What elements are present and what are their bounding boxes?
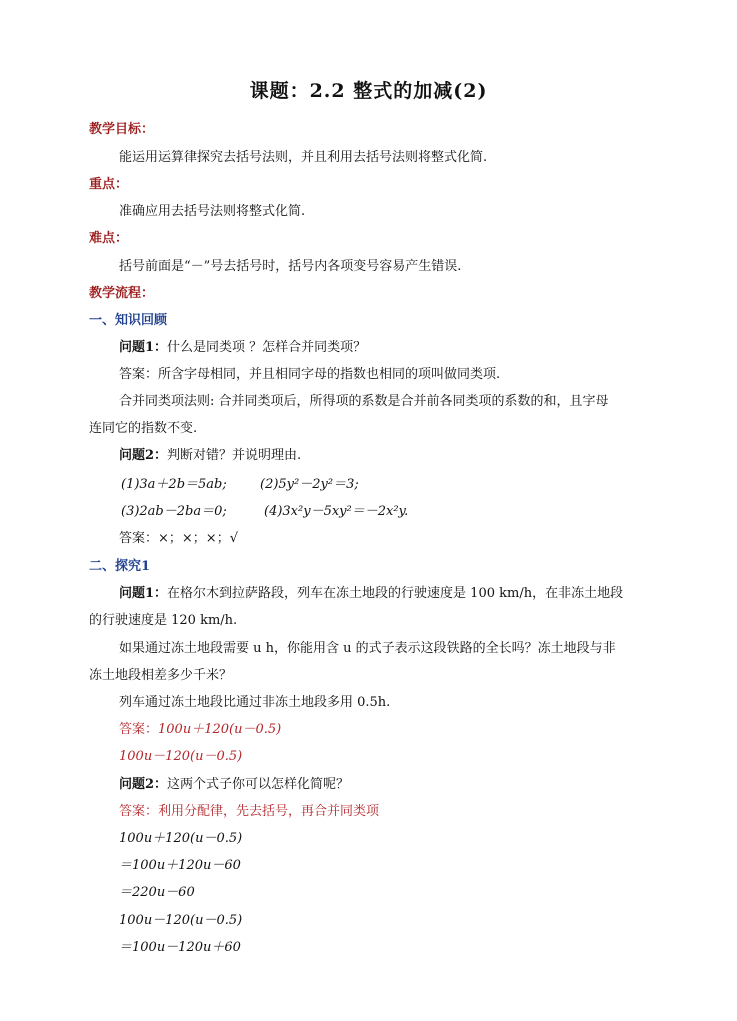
key-point-label: 重点：: [89, 177, 129, 192]
question2-text: 判断对错？并说明理由.: [167, 448, 302, 463]
part1-answer1: [119, 366, 500, 384]
equation-4: (4)3x²y－5xy²＝－2x²y.: [264, 504, 409, 519]
question1-text: 什么是同类项 ？怎样合并同类项？: [167, 340, 367, 355]
question2-label: 问题2：: [119, 448, 168, 463]
part2-answer2-text: 利用分配律，先去括号，再合并同类项: [158, 804, 380, 819]
question1-label: 问题1：: [119, 340, 168, 355]
answer1-label: 答案：: [119, 367, 159, 382]
part1-answer2: [119, 530, 238, 548]
part2-question1-text: 在格尔木到拉萨路段，列车在冻土地段的行驶速度是 100 km/h，在非冻土地段: [167, 586, 624, 601]
process-label: 教学流程：: [89, 286, 155, 301]
part2-question1-line1: [119, 585, 623, 603]
part2-question2: [119, 776, 349, 794]
simplify-step-1: 100u＋120(u－0.5): [119, 831, 243, 846]
part1-question2: [119, 447, 301, 465]
part2-question1-label: 问题1：: [119, 586, 168, 601]
merge-rule-line1: 合并同类项法则: 合并同类项后，所得项的系数是合并前各同类项的系数的和，且字母: [119, 394, 609, 409]
part2-question1-line4: 冻土地段相差多少千米？: [89, 668, 233, 683]
expression-1: 100u＋120(u－0.5): [158, 722, 282, 737]
answer1-text: 所含字母相同，并且相同字母的指数也相同的项叫做同类项.: [158, 367, 501, 382]
part2-answer1-line1: [119, 721, 281, 739]
part2-question2-text: 这两个式子你可以怎样化简呢？: [167, 777, 350, 792]
equation-3: (3)2ab－2ba＝0;: [121, 504, 227, 519]
difficulty-label: 难点：: [89, 231, 129, 246]
objective-label: 教学目标：: [89, 122, 155, 137]
part1-heading: 一、知识回顾: [89, 313, 168, 328]
part2-heading: 二、探究1: [89, 559, 151, 574]
expression-2: 100u－120(u－0.5): [119, 749, 243, 764]
part2-question2-label: 问题2：: [119, 777, 168, 792]
part2-answer2-label: 答案：: [119, 804, 159, 819]
part1-question1: [119, 339, 366, 357]
part2-question1-line3: 如果通过冻土地段需要 u h，你能用含 u 的式子表示这段铁路的全长吗？冻土地段与非: [119, 641, 616, 656]
equation-2: (2)5y²－2y²＝3;: [260, 477, 359, 492]
answer2-text: ×；×；×；√: [158, 531, 238, 546]
simplify-step-5: ＝100u－120u＋60: [119, 940, 241, 955]
answer2-label: 答案：: [119, 531, 159, 546]
key-point-text: 准确应用去括号法则将整式化简.: [119, 204, 306, 219]
part2-answer2: [119, 803, 379, 821]
part2-question1-line2: 的行驶速度是 120 km/h.: [89, 613, 238, 628]
simplify-step-3: ＝220u－60: [119, 885, 195, 900]
part2-answer1-label: 答案：: [119, 722, 159, 737]
objective-text: 能运用运算律探究去括号法则，并且利用去括号法则将整式化简.: [119, 150, 488, 165]
equation-1: (1)3a＋2b＝5ab;: [121, 477, 227, 492]
page-title: 课题：2.2 整式的加减(2): [249, 80, 488, 102]
merge-rule-line2: 连同它的指数不变.: [89, 421, 198, 436]
part2-question1-line5: 列车通过冻土地段比通过非冻土地段多用 0.5h.: [119, 695, 391, 710]
simplify-step-2: ＝100u＋120u－60: [119, 858, 241, 873]
difficulty-text: 括号前面是“－”号去括号时，括号内各项变号容易产生错误.: [119, 259, 462, 274]
simplify-step-4: 100u－120(u－0.5): [119, 913, 243, 928]
